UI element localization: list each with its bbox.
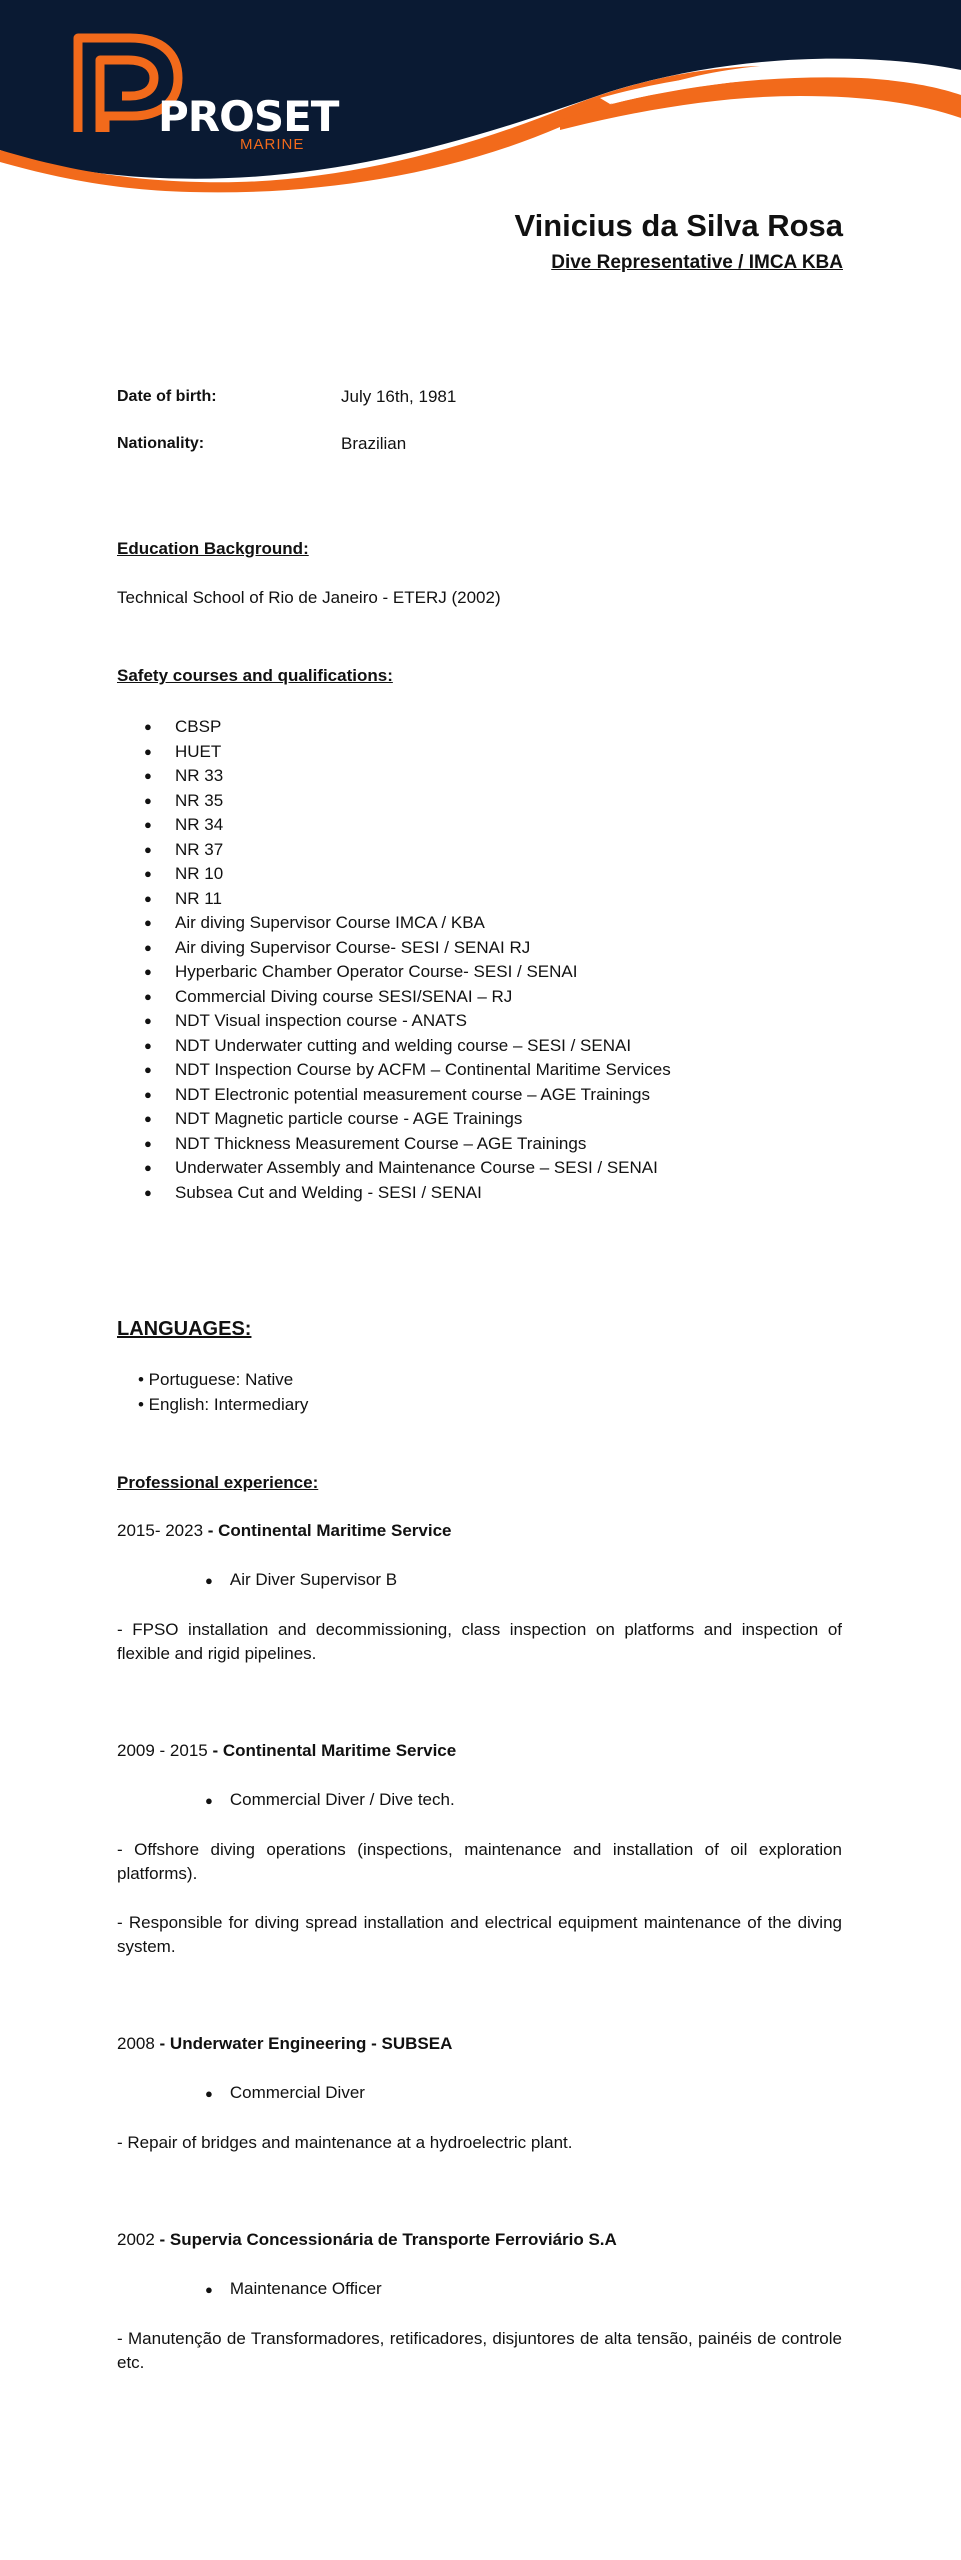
languages-title: LANGUAGES: [117, 1318, 252, 1340]
safety-course-item: ● NDT Thickness Measurement Course – AGE Trainings [117, 1132, 671, 1157]
job-company: - Continental Maritime Service [207, 1741, 457, 1760]
job-years: 2002 [117, 2230, 155, 2249]
job-company: - Supervia Concessionária de Transporte Ferroviário S.A [154, 2230, 617, 2249]
nationality-value: Brazilian [341, 434, 407, 453]
person-role: Dive Representative / IMCA KBA [551, 252, 843, 273]
safety-title: Safety courses and qualifications: [117, 666, 393, 685]
job-description: - FPSO installation and decommissioning, class inspection on platforms and inspection of flexible and rigid pipelines. [117, 1620, 842, 1663]
dob-value: July 16th, 1981 [341, 387, 457, 406]
dob-label: Date of birth: [117, 388, 217, 405]
language-item: • English: Intermediary [138, 1394, 309, 1414]
job-description: - Manutenção de Transformadores, retificadores, disjuntores de alta tensão, painéis de controle etc. [117, 2329, 842, 2372]
person-name: Vinicius da Silva Rosa [514, 208, 843, 243]
safety-course-list [117, 715, 671, 1205]
safety-course-item: ● Subsea Cut and Welding - SESI / SENAI [117, 1181, 671, 1206]
safety-course-item: ● Underwater Assembly and Maintenance Course – SESI / SENAI [117, 1156, 671, 1181]
job-years: 2008 [117, 2034, 155, 2053]
job-role: ● Maintenance Officer [205, 2279, 382, 2298]
safety-course-item: ● HUET [117, 740, 671, 765]
safety-course-item: ● Hyperbaric Chamber Operator Course- SESI / SENAI [117, 960, 671, 985]
job-company: - Underwater Engineering - SUBSEA [154, 2034, 453, 2053]
job-company: - Continental Maritime Service [203, 1521, 452, 1540]
safety-course-item: ● NR 34 [117, 813, 671, 838]
job-header [117, 1741, 456, 1761]
safety-course-item: ● NR 10 [117, 862, 671, 887]
language-item: • Portuguese: Native [138, 1370, 294, 1389]
safety-course-item: ● Air diving Supervisor Course- SESI / SENAI RJ [117, 936, 671, 961]
job-years: 2015- 2023 [117, 1521, 204, 1540]
safety-course-item: ● NDT Inspection Course by ACFM – Continental Maritime Services [117, 1058, 671, 1083]
job-role: ● Air Diver Supervisor B [205, 1570, 398, 1589]
languages-list [138, 1368, 308, 1417]
name-block [514, 208, 843, 274]
job-role: ● Commercial Diver [205, 2083, 365, 2102]
safety-course-item: ● NDT Electronic potential measurement course – AGE Trainings [117, 1083, 671, 1108]
safety-course-item: ● NR 37 [117, 838, 671, 863]
safety-course-item: ● Air diving Supervisor Course IMCA / KBA [117, 911, 671, 936]
safety-course-item: ● NR 35 [117, 789, 671, 814]
job-role: ● Commercial Diver / Dive tech. [205, 1790, 455, 1809]
safety-course-item: ● NDT Magnetic particle course - AGE Trainings [117, 1107, 671, 1132]
safety-course-item: ● NR 33 [117, 764, 671, 789]
nationality-label: Nationality: [117, 435, 205, 452]
job-description: - Responsible for diving spread installation and electrical equipment maintenance of the diving system. [117, 1913, 842, 1956]
safety-course-item: ● NDT Visual inspection course - ANATS [117, 1009, 671, 1034]
safety-course-item: ● Commercial Diving course SESI/SENAI – RJ [117, 985, 671, 1010]
job-years: 2009 - 2015 [117, 1741, 208, 1760]
page-header [0, 0, 961, 200]
safety-course-item: ● NR 11 [117, 887, 671, 912]
education-text: Technical School of Rio de Janeiro - ETERJ (2002) [117, 588, 501, 607]
experience-title: Professional experience: [117, 1473, 319, 1492]
education-title: Education Background: [117, 539, 309, 558]
safety-course-item: ● CBSP [117, 715, 671, 740]
logo-wordmark: PROSET [158, 92, 339, 141]
job-header [117, 2034, 452, 2054]
logo-subtitle: MARINE [240, 136, 305, 153]
job-description: - Repair of bridges and maintenance at a hydroelectric plant. [117, 2133, 573, 2152]
safety-course-item: ● NDT Underwater cutting and welding course – SESI / SENAI [117, 1034, 671, 1059]
header-wave-graphic [0, 0, 961, 200]
job-header [117, 1521, 451, 1541]
job-description: - Offshore diving operations (inspections, maintenance and installation of oil exploration platforms). [117, 1840, 842, 1883]
job-header [117, 2230, 617, 2250]
